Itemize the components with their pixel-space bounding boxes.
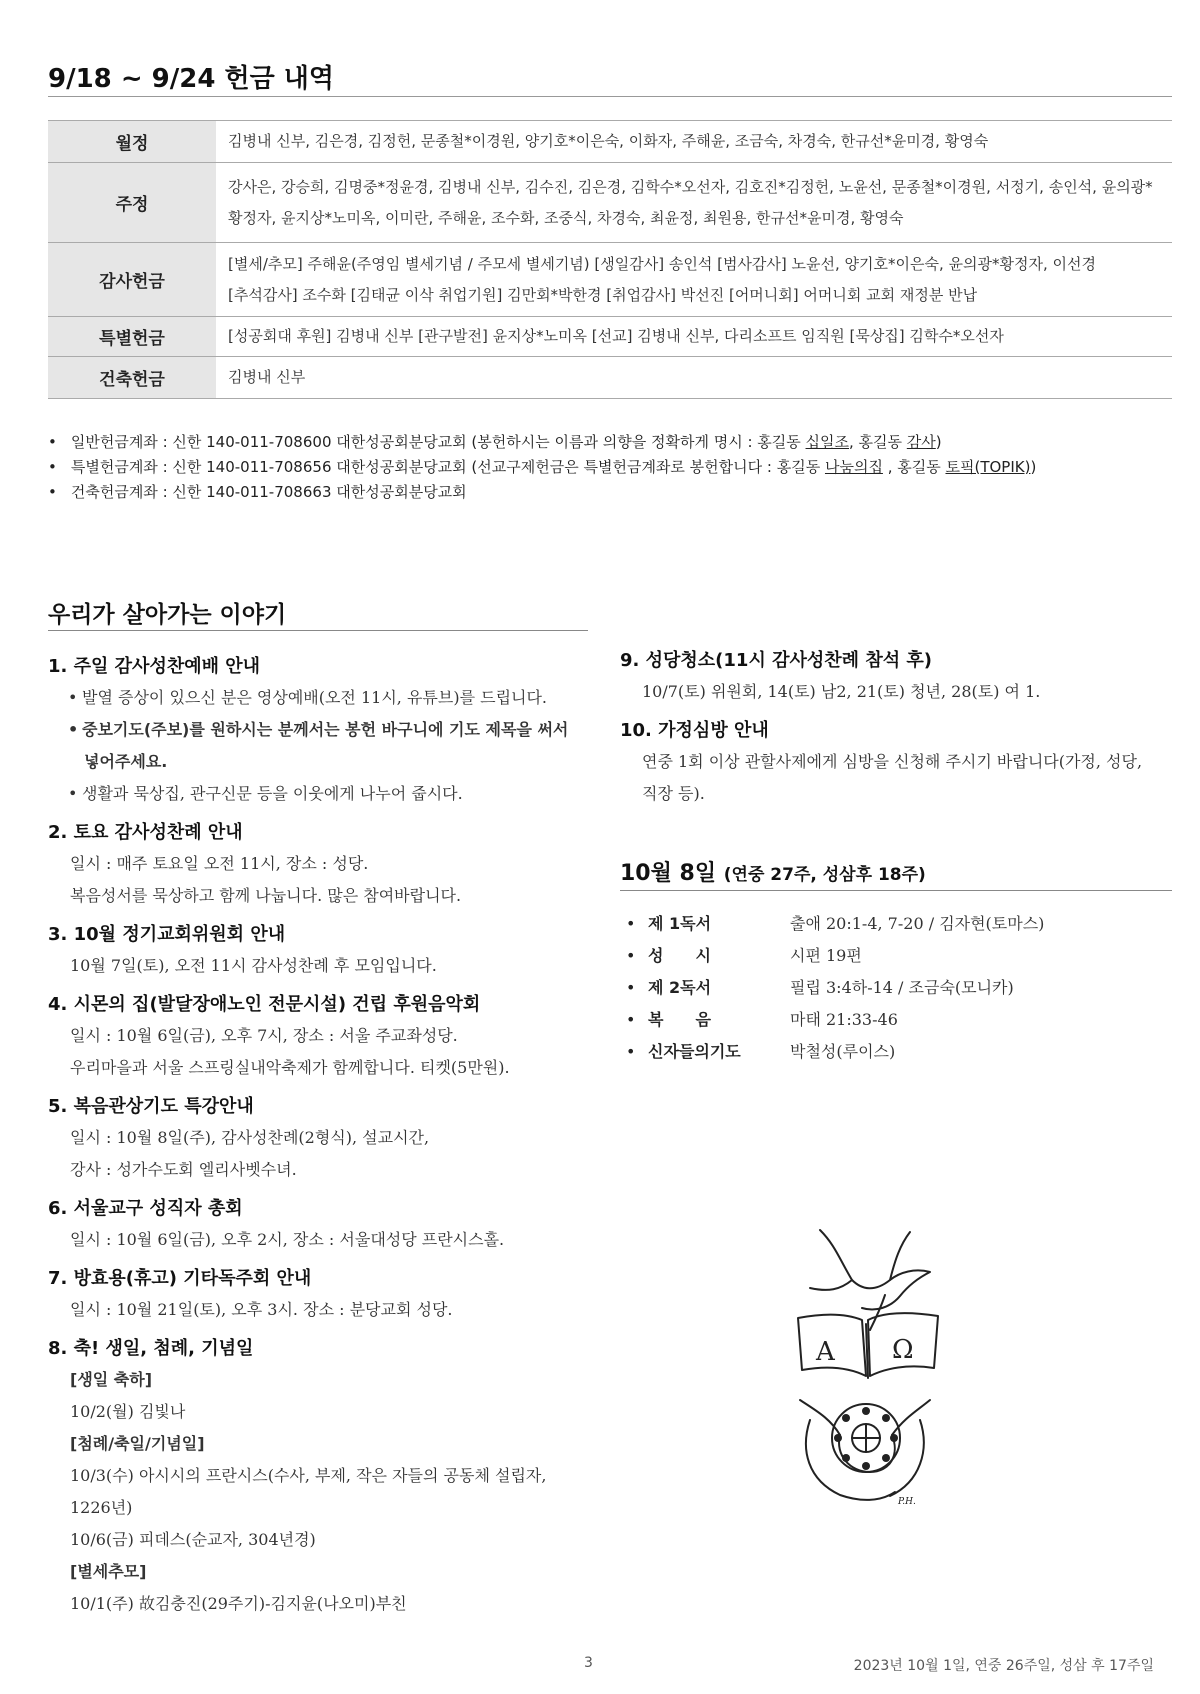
- item-line: 일시 : 매주 토요일 오전 11시, 장소 : 성당.: [70, 854, 369, 873]
- account-list: [48, 430, 1036, 505]
- item-title: 3. 10월 정기교회위원회 안내: [48, 924, 286, 945]
- row-value-line: [추석감사] 조수화 [김태균 이삭 취업기원] 김만회*박한경 [취업감사] 박선진 [어머니회] 어머니회 교회 재정분 반납: [228, 285, 978, 304]
- item-line: 10월 7일(토), 오전 11시 감사성찬례 후 모임입니다.: [70, 956, 437, 975]
- october8-date: 10월 8일: [620, 861, 717, 886]
- table-row: [48, 121, 1172, 163]
- account-item: [48, 455, 1036, 480]
- reading-row: • 복 음 마태 21:33-46: [626, 1004, 1166, 1036]
- reading-value: 출애 20:1-4, 7-20 / 김자현(토마스): [790, 914, 1045, 933]
- reading-value: 필립 3:4하-14 / 조금숙(모니카): [790, 978, 1014, 997]
- reading-value: 시편 19편: [790, 946, 862, 965]
- alpha-glyph: A: [816, 1337, 835, 1367]
- table-row: [48, 163, 1172, 243]
- item-title: 7. 방효용(휴고) 기타독주회 안내: [48, 1268, 312, 1289]
- offering-title: 9/18 ~ 9/24 헌금 내역: [48, 64, 334, 94]
- reading-key: 제 1독서: [648, 914, 712, 933]
- stories-left-column: [48, 644, 588, 1620]
- account-text: ): [1030, 458, 1037, 476]
- october8-subtitle: (연중 27주, 성삼후 18주): [723, 865, 926, 885]
- bullet-line: • 생활과 묵상집, 관구신문 등을 이웃에게 나누어 줍시다.: [68, 784, 463, 803]
- bullet-line: 넣어주세요.: [84, 752, 168, 771]
- row-label: 주정: [48, 163, 216, 243]
- table-row: [48, 243, 1172, 317]
- reading-key: 신자들의기도: [648, 1042, 741, 1061]
- item-line: 일시 : 10월 6일(금), 오후 2시, 장소 : 서울대성당 프란시스홀.: [70, 1230, 505, 1249]
- reading-row: • 신자들의기도 박철성(루이스): [626, 1036, 1166, 1068]
- item-line: 강사 : 성가수도회 엘리사벳수녀.: [70, 1160, 297, 1179]
- artist-signature: P.H.: [898, 1497, 916, 1507]
- reading-key: 제 2독서: [648, 978, 712, 997]
- sub-heading: [첨례/축일/기념일]: [70, 1434, 205, 1453]
- account-text: 일반헌금계좌 : 신한 140-011-708600 대한성공회분당교회 (봉헌하시는 이름과 의향을 정확하게 명시 : 홍길동: [70, 433, 806, 451]
- item-title: 4. 시몬의 집(발달장애노인 전문시설) 건립 후원음악회: [48, 994, 481, 1015]
- item-line: 10/7(토) 위원회, 14(토) 남2, 21(토) 청년, 28(토) 여 1.: [642, 682, 1041, 701]
- reading-row: • 성 시 시편 19편: [626, 940, 1166, 972]
- row-label: 특별헌금: [48, 317, 216, 357]
- reading-row: • 제 1독서 출애 20:1-4, 7-20 / 김자현(토마스): [626, 908, 1166, 940]
- account-text: ): [935, 433, 942, 451]
- item-title: 5. 복음관상기도 특강안내: [48, 1096, 254, 1117]
- account-item: [48, 480, 1036, 505]
- row-label: 월정: [48, 121, 216, 163]
- sub-heading: [생일 축하]: [70, 1370, 153, 1389]
- item-title: 1. 주일 감사성찬예배 안내: [48, 656, 261, 677]
- item-line: 10/3(수) 아시시의 프란시스(수사, 부제, 작은 자들의 공동체 설립자, 1226년): [70, 1466, 547, 1517]
- account-underline: 십일조: [805, 433, 850, 451]
- reading-value: 박철성(루이스): [790, 1042, 896, 1061]
- row-value-line: [별세/추모] 주해윤(주영임 별세기념 / 주모세 별세기념) [생일감사] 송인석 [범사감사] 노윤선, 양기호*이은숙, 윤의광*황정자, 이선경: [228, 254, 1096, 273]
- row-value: 김병내 신부, 김은경, 김정헌, 문종철*이경원, 양기호*이은숙, 이화자, 주해윤, 조금숙, 차경숙, 한규선*윤미경, 황영숙: [228, 132, 989, 150]
- item-line: 일시 : 10월 21일(토), 오후 3시. 장소 : 분당교회 성당.: [70, 1300, 453, 1319]
- item-line: 일시 : 10월 6일(금), 오후 7시, 장소 : 서울 주교좌성당.: [70, 1026, 458, 1045]
- account-text: 건축헌금계좌 : 신한 140-011-708663 대한성공회분당교회: [70, 483, 467, 501]
- item-title: 2. 토요 감사성찬례 안내: [48, 822, 243, 843]
- item-line: 10/1(주) 故김충진(29주기)-김지윤(나오미)부친: [70, 1594, 407, 1613]
- item-title: 6. 서울교구 성직자 총회: [48, 1198, 243, 1219]
- stories-right-column: [620, 638, 1172, 810]
- title-divider: [48, 96, 1172, 97]
- row-label: 감사헌금: [48, 243, 216, 317]
- row-label: 건축헌금: [48, 357, 216, 399]
- item-line: 연중 1회 이상 관할사제에게 심방을 신청해 주시기 바랍니다(가정, 성당,: [642, 752, 1143, 771]
- reading-value: 마태 21:33-46: [790, 1010, 898, 1029]
- reading-row: • 제 2독서 필립 3:4하-14 / 조금숙(모니카): [626, 972, 1166, 1004]
- item-title: 9. 성당청소(11시 감사성찬례 참석 후): [620, 650, 932, 671]
- item-line: 우리마을과 서울 스프링실내악축제가 함께합니다. 티켓(5만원).: [70, 1058, 510, 1077]
- row-value: [216, 243, 1172, 317]
- item-title: 8. 축! 생일, 첨례, 기념일: [48, 1338, 254, 1359]
- account-underline: 나눔의집: [824, 458, 883, 476]
- table-row: [48, 317, 1172, 357]
- row-value: 강사은, 강승희, 김명중*정윤경, 김병내 신부, 김수진, 김은경, 김학수*오선자, 김호진*김정헌, 노윤선, 문종철*이경원, 서정기, 송인석, 윤의광*황정자, 윤지상*노미옥, 이미란, 주해윤, 조수화, 조중식, 차경숙, 최윤정, 최원용, 한규선*윤미경, 황영숙: [228, 177, 1153, 227]
- october8-title: [620, 856, 926, 887]
- stories-divider: [48, 630, 588, 631]
- account-item: [48, 430, 1036, 455]
- table-row: [48, 357, 1172, 399]
- sub-heading: [별세추모]: [70, 1562, 147, 1581]
- bullet-text: 발열 증상이 있으신 분은 영상예배(오전 11시, 유튜브)를 드립니다.: [82, 688, 548, 707]
- item-line: 10/6(금) 피데스(순교자, 304년경): [70, 1530, 316, 1549]
- account-underline: 토픽(TOPIK): [945, 458, 1031, 476]
- item-line: 일시 : 10월 8일(주), 감사성찬례(2형식), 설교시간,: [70, 1128, 430, 1147]
- bullet-line: • 중보기도(주보)를 원하시는 분께서는 봉헌 바구니에 기도 제목을 써서: [68, 720, 569, 739]
- item-line: 직장 등).: [642, 784, 705, 803]
- item-line: 10/2(월) 김빛나: [70, 1402, 186, 1421]
- bullet-line: • 발열 증상이 있으신 분은 영상예배(오전 11시, 유튜브)를 드립니다.: [68, 688, 548, 707]
- row-value: 김병내 신부: [228, 368, 306, 386]
- readings-list: [626, 908, 1166, 1068]
- item-title: 10. 가정심방 안내: [620, 720, 769, 741]
- offering-table: [48, 120, 1172, 399]
- account-text: , 홍길동: [882, 458, 946, 476]
- page-number: 3: [584, 1655, 593, 1671]
- omega-glyph: Ω: [892, 1335, 914, 1365]
- october8-divider: [620, 890, 1172, 891]
- bullet-text: 생활과 묵상집, 관구신문 등을 이웃에게 나누어 줍시다.: [82, 784, 463, 803]
- reading-key: 복 음: [648, 1010, 711, 1029]
- account-text: 특별헌금계좌 : 신한 140-011-708656 대한성공회분당교회 (선교구제헌금은 특별헌금계좌로 봉헌합니다 : 홍길동: [70, 458, 825, 476]
- row-value: [성공회대 후원] 김병내 신부 [관구발전] 윤지상*노미옥 [선교] 김병내 신부, 다리소프트 임직원 [묵상집] 김학수*오선자: [228, 327, 1004, 345]
- item-line: 복음성서를 묵상하고 함께 나눕니다. 많은 참여바랍니다.: [70, 886, 462, 905]
- account-underline: 감사: [906, 433, 936, 451]
- reading-key: 성 시: [648, 946, 711, 965]
- stories-title: 우리가 살아가는 이야기: [48, 602, 287, 628]
- account-text: , 홍길동: [849, 433, 907, 451]
- dove-bible-illustration: [780, 1220, 950, 1510]
- footer-date: 2023년 10월 1일, 연중 26주일, 성삼 후 17주일: [853, 1658, 1154, 1674]
- bullet-text: 중보기도(주보)를 원하시는 분께서는 봉헌 바구니에 기도 제목을 써서: [82, 720, 569, 739]
